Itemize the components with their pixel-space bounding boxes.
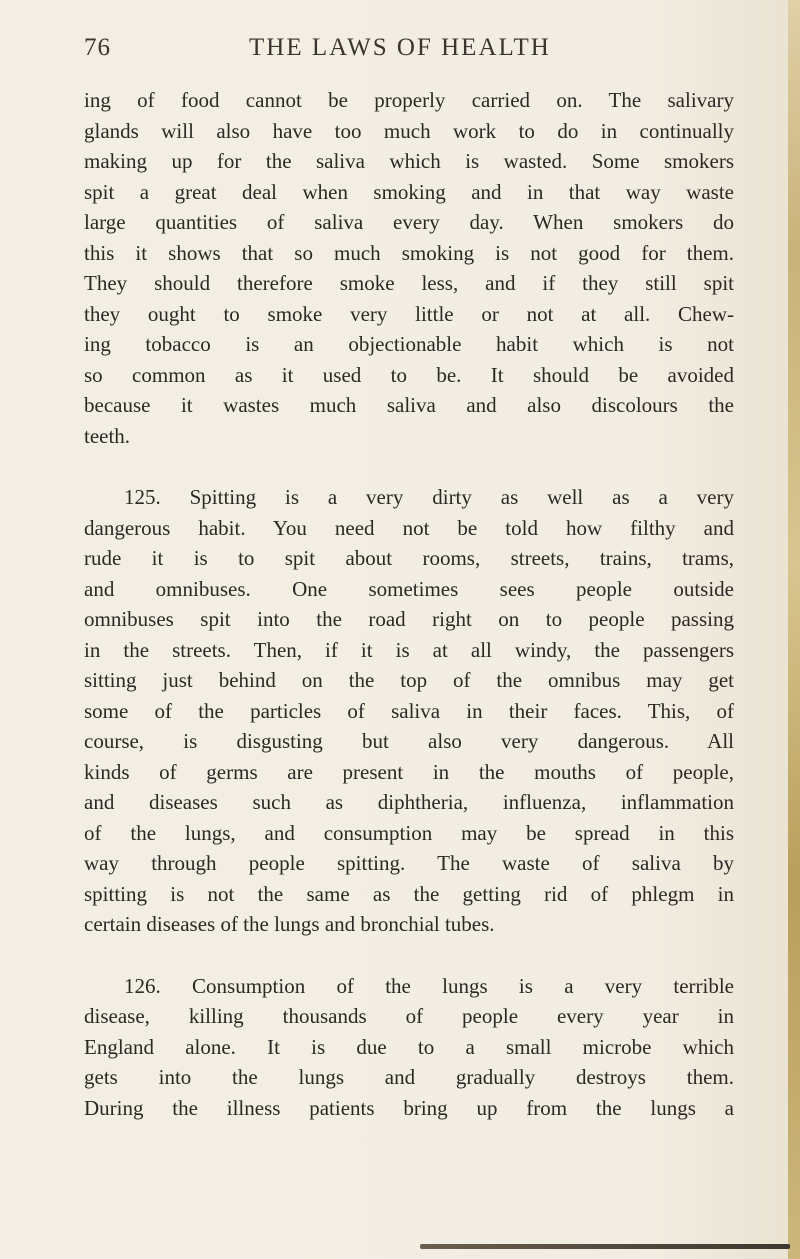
text-line: spit a great deal when smoking and in that way waste xyxy=(84,179,734,204)
text-line: They should therefore smoke less, and if they still spit xyxy=(84,271,734,295)
page-number: 76 xyxy=(84,34,111,61)
page-edge-shadow xyxy=(788,0,800,1259)
text-line: During the illness patients bring up from the lungs a xyxy=(84,1095,734,1120)
text-line: spitting is not the same as the getting rid of phlegm in xyxy=(84,881,734,906)
text-line: making up for the saliva which is wasted. Some smokers xyxy=(84,149,734,173)
text-line: way through people spitting. The waste of saliva by xyxy=(84,851,734,875)
text-line: ing of food cannot be properly carried on. The salivary xyxy=(84,88,734,112)
text-line: certain diseases of the lungs and bronchial tubes. xyxy=(84,912,495,936)
text-line: 125. Spitting is a very dirty as well as a very xyxy=(124,485,734,509)
text-line: kinds of germs are present in the mouths of people, xyxy=(84,759,734,784)
text-line: teeth. xyxy=(84,423,131,448)
paragraph-gap xyxy=(84,940,734,971)
paragraph-continued xyxy=(84,85,734,451)
running-head xyxy=(84,34,744,74)
text-line: and omnibuses. One sometimes sees people outside xyxy=(84,576,734,601)
text-line: glands will also have too much work to do in continually xyxy=(84,118,734,143)
text-line: and diseases such as diphtheria, influenza, inflammation xyxy=(84,790,734,814)
text-line: some of the particles of saliva in their faces. This, of xyxy=(84,698,734,723)
text-line: course, is disgusting but also very dangerous. All xyxy=(84,729,734,753)
text-line: rude it is to spit about rooms, streets, trains, trams, xyxy=(84,546,734,570)
text-line: because it wastes much saliva and also discolours the xyxy=(84,393,734,417)
text-line: 126. Consumption of the lungs is a very terrible xyxy=(124,973,734,998)
body-text xyxy=(84,85,734,1123)
paragraph-125 xyxy=(84,482,734,940)
text-line: in the streets. Then, if it is at all windy, the passengers xyxy=(84,637,734,662)
text-line: England alone. It is due to a small microbe which xyxy=(84,1034,734,1059)
paragraph-126 xyxy=(84,971,734,1124)
text-line: sitting just behind on the top of the omnibus may get xyxy=(84,668,734,692)
text-line: they ought to smoke very little or not at all. Chew- xyxy=(84,301,734,326)
text-line: dangerous habit. You need not be told how filthy and xyxy=(84,515,734,540)
text-line: so common as it used to be. It should be avoided xyxy=(84,362,734,387)
text-line: large quantities of saliva every day. When smokers do xyxy=(84,210,734,234)
text-line: ing tobacco is an objectionable habit which is not xyxy=(84,332,734,356)
bottom-edge-rule xyxy=(420,1244,790,1249)
paragraph-gap xyxy=(84,451,734,482)
text-line: omnibuses spit into the road right on to people passing xyxy=(84,607,734,631)
text-line: disease, killing thousands of people every year in xyxy=(84,1004,734,1028)
text-line: gets into the lungs and gradually destroys them. xyxy=(84,1065,734,1089)
text-line: this it shows that so much smoking is not good for them. xyxy=(84,240,734,265)
running-title: THE LAWS OF HEALTH xyxy=(249,34,551,61)
text-line: of the lungs, and consumption may be spread in this xyxy=(84,820,734,845)
